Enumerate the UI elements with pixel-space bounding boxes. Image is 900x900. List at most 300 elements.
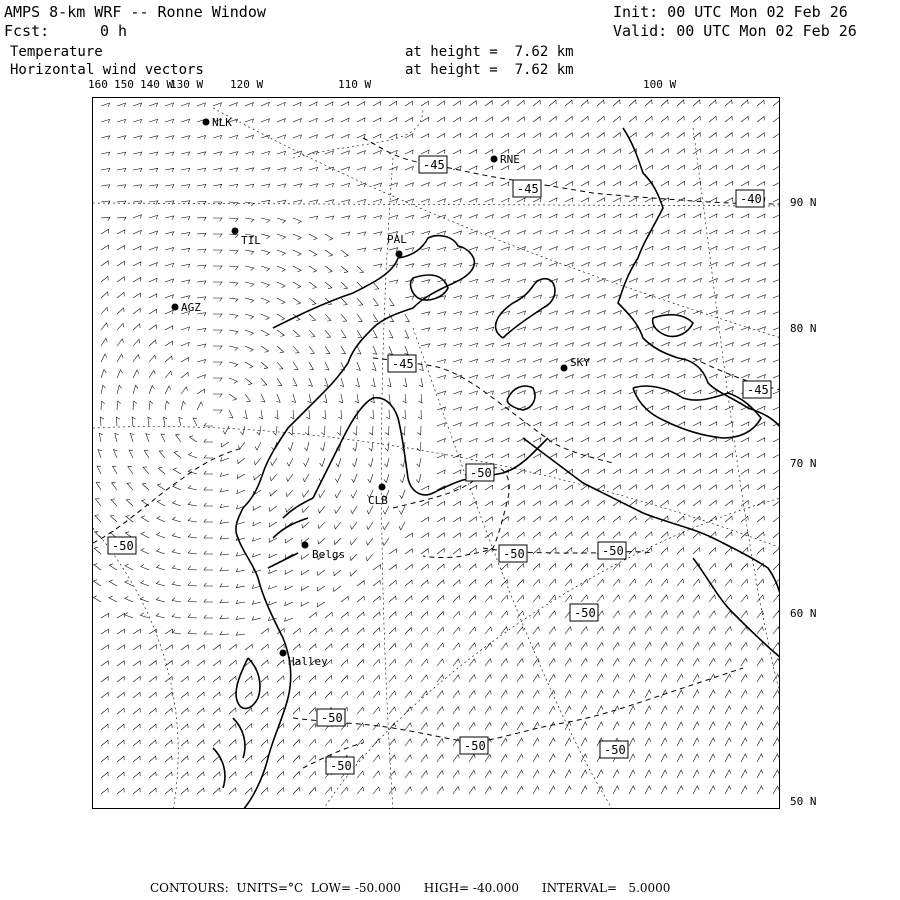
wind-barb	[173, 468, 181, 474]
wind-barb	[709, 343, 717, 347]
wind-barb	[322, 410, 325, 419]
wind-barb	[773, 133, 780, 138]
wind-barb	[165, 401, 169, 410]
wind-barb	[141, 581, 149, 586]
wind-barb	[725, 674, 731, 682]
wind-barb	[629, 116, 636, 122]
wind-barb	[341, 167, 350, 171]
wind-barb	[677, 770, 683, 778]
wind-barb	[101, 103, 110, 107]
wind-barb	[421, 264, 430, 268]
wind-barb	[469, 423, 477, 427]
wind-barb	[181, 372, 188, 378]
wind-barb	[95, 499, 101, 506]
wind-barb	[469, 182, 477, 186]
wind-barb	[661, 738, 667, 746]
wind-barb	[437, 263, 446, 267]
wind-barb	[213, 660, 220, 666]
wind-barb	[229, 168, 238, 172]
wind-barb	[109, 580, 117, 586]
wind-barb	[269, 570, 277, 574]
wind-barb	[188, 502, 197, 506]
wind-barb	[645, 438, 653, 443]
wind-barb	[172, 582, 181, 586]
wind-barb	[261, 394, 265, 402]
wind-barb	[245, 168, 254, 172]
wind-barb	[181, 342, 189, 346]
wind-barb	[157, 533, 165, 539]
wind-barb	[188, 550, 197, 554]
wind-barb	[469, 247, 478, 251]
wind-barb	[277, 119, 285, 123]
wind-barb	[741, 738, 747, 746]
wind-barb	[661, 181, 669, 186]
wind-barb	[709, 722, 715, 730]
graticule-50n	[323, 498, 780, 809]
wind-barb	[117, 788, 124, 794]
wind-barb	[469, 770, 475, 778]
wind-barb	[549, 230, 557, 234]
forecast-label: Fcst:	[4, 22, 50, 40]
wind-barb	[389, 298, 394, 305]
station-belgs	[302, 542, 346, 562]
wind-barb	[741, 611, 748, 618]
wind-barb	[741, 182, 749, 187]
wind-barb	[197, 103, 205, 107]
wind-barb	[565, 770, 571, 778]
wind-barb	[645, 311, 653, 315]
wind-barb	[725, 469, 733, 474]
wind-barb	[501, 391, 509, 395]
wind-barb	[421, 643, 428, 650]
wind-barb	[204, 471, 213, 474]
wind-barb	[101, 119, 110, 123]
wind-barb	[709, 327, 717, 331]
wind-barb	[469, 150, 477, 154]
wind-barb	[709, 770, 715, 778]
wind-barb	[293, 346, 299, 353]
wind-barb	[533, 564, 540, 570]
wind-barb	[309, 200, 318, 204]
wind-barb	[773, 390, 780, 394]
wind-barb	[309, 266, 317, 272]
wind-barb	[501, 754, 507, 762]
wind-barb	[133, 339, 140, 346]
station-sky	[561, 356, 591, 372]
wind-barb	[757, 343, 765, 347]
wind-barb	[453, 375, 462, 379]
wind-barb	[325, 787, 332, 794]
wind-barb	[220, 536, 229, 540]
wind-barb	[287, 474, 294, 481]
wind-barb	[645, 485, 652, 490]
wind-barb	[661, 642, 667, 650]
wind-barb	[293, 102, 301, 106]
wind-barb	[725, 359, 733, 363]
wind-barb	[237, 490, 245, 494]
wind-barb	[325, 330, 331, 337]
wind-barb	[597, 453, 605, 458]
wind-barb	[293, 644, 300, 650]
wind-barb	[110, 515, 117, 522]
wind-barb	[597, 501, 604, 507]
wind-barb	[165, 740, 172, 746]
wind-barb	[172, 517, 181, 522]
wind-barb	[453, 486, 461, 490]
wind-barb	[581, 674, 587, 682]
wind-barb	[757, 690, 763, 698]
wind-barb	[373, 628, 380, 634]
wind-barb	[741, 627, 748, 634]
wind-barb	[101, 217, 110, 221]
wind-barb	[277, 378, 282, 386]
wind-barb	[453, 517, 461, 522]
wind-barb	[533, 263, 541, 267]
wind-barb	[517, 532, 524, 538]
wind-barb	[677, 311, 685, 315]
map-panel	[92, 97, 780, 809]
wind-barb	[453, 533, 460, 538]
wind-barb	[222, 442, 230, 447]
wind-barb	[629, 674, 635, 682]
wind-barb	[757, 786, 763, 794]
wind-barb	[661, 311, 669, 315]
wind-barb	[501, 343, 510, 347]
wind-barb	[549, 738, 555, 746]
wind-barb	[325, 151, 333, 155]
wind-barb	[485, 438, 493, 442]
wind-barb	[181, 248, 190, 252]
station-pal	[387, 233, 407, 258]
wind-barb	[373, 596, 380, 602]
wind-barb	[677, 658, 683, 666]
wind-barb	[236, 568, 245, 572]
wind-barb	[293, 362, 298, 369]
wind-barb	[115, 433, 119, 442]
lon-label-120w: 120 W	[230, 78, 264, 91]
wind-barb	[677, 722, 683, 730]
wind-barb	[117, 661, 124, 666]
wind-barb	[133, 103, 142, 107]
wind-barb	[117, 261, 125, 266]
wind-barb	[421, 231, 430, 235]
wind-barb	[149, 119, 158, 123]
wind-barb	[581, 149, 589, 154]
wind-barb	[693, 770, 699, 778]
wind-barb	[325, 118, 333, 122]
wind-barb	[221, 458, 229, 462]
wind-barb	[133, 708, 140, 714]
wind-barb	[181, 676, 188, 682]
wind-barb	[302, 522, 309, 528]
wind-barb	[469, 517, 476, 522]
wind-barb	[220, 568, 229, 571]
wind-barb	[565, 375, 573, 379]
wind-barb	[597, 133, 604, 138]
wind-barb	[613, 579, 620, 586]
wind-barb	[581, 295, 589, 299]
wind-barb	[693, 642, 699, 650]
wind-barb	[453, 787, 459, 794]
wind-barb	[453, 328, 462, 332]
wind-barb	[725, 627, 732, 634]
wind-barb	[581, 262, 589, 266]
wind-barb	[629, 579, 636, 586]
wind-barb	[709, 100, 716, 106]
wind-barb	[293, 250, 301, 256]
wind-barb	[229, 266, 238, 270]
wind-barb	[517, 770, 523, 778]
wind-barb	[437, 627, 444, 634]
wind-barb	[549, 579, 556, 586]
wind-barb	[581, 469, 589, 474]
wind-barb	[725, 738, 731, 746]
wind-barb	[565, 327, 573, 331]
wind-barb	[159, 451, 165, 458]
wind-barb	[517, 247, 525, 251]
wind-barb	[261, 266, 270, 271]
wind-barb	[229, 330, 238, 334]
wind-barb	[181, 327, 190, 331]
wind-barb	[383, 506, 389, 514]
wind-barb	[709, 149, 716, 154]
wind-barb	[293, 676, 300, 682]
wind-barb	[533, 359, 541, 363]
wind-barb	[629, 722, 635, 730]
wind-barb	[213, 184, 222, 188]
wind-barb	[405, 787, 412, 794]
wind-barb	[469, 723, 475, 731]
wind-barb	[117, 119, 126, 123]
station-agz	[172, 301, 202, 314]
wind-barb	[301, 570, 309, 575]
wind-barb	[277, 676, 284, 682]
wind-barb	[197, 265, 206, 268]
wind-barb	[645, 149, 652, 154]
wind-barb	[677, 246, 685, 250]
lon-label-100w: 100 W	[643, 78, 677, 91]
svg-text:-45: -45	[392, 357, 414, 371]
wind-barb	[133, 385, 138, 394]
wind-barb	[389, 330, 393, 338]
wind-barb	[741, 595, 748, 602]
wind-barb	[149, 740, 156, 746]
wind-barb	[141, 564, 149, 570]
wind-barb	[453, 501, 461, 506]
wind-barb	[357, 346, 361, 354]
wind-barb	[645, 390, 653, 394]
wind-barb	[319, 490, 325, 498]
wind-barb	[677, 485, 684, 490]
wind-barb	[318, 506, 325, 513]
wind-barb	[693, 786, 699, 794]
wind-barb	[101, 385, 106, 394]
wind-barb	[149, 325, 156, 330]
wind-barb	[773, 263, 780, 267]
wind-barb	[517, 231, 525, 235]
wind-barb	[533, 627, 540, 634]
wind-barb	[287, 458, 293, 466]
wind-barb	[318, 522, 325, 529]
wind-barb	[181, 740, 188, 746]
wind-barb	[645, 453, 653, 458]
wind-barb	[101, 307, 108, 314]
wind-barb	[259, 410, 263, 419]
wind-barb	[709, 246, 717, 250]
wind-barb	[533, 579, 540, 586]
wind-barb	[229, 756, 236, 762]
wind-barb	[581, 100, 588, 106]
wind-barb	[741, 214, 749, 218]
wind-barb	[533, 198, 541, 202]
wind-barb	[677, 469, 685, 474]
wind-barb	[533, 327, 541, 331]
wind-barb	[275, 410, 279, 419]
wind-barb	[125, 580, 133, 586]
wind-barb	[773, 311, 780, 315]
wind-barb	[173, 501, 182, 506]
wind-barb	[645, 116, 652, 122]
wind-barb	[677, 165, 685, 170]
wind-barb	[453, 407, 461, 411]
wind-barb	[133, 355, 140, 362]
wind-barb	[565, 564, 572, 571]
wind-barb	[309, 346, 314, 353]
wind-barb	[149, 294, 157, 298]
wind-barb	[773, 279, 780, 283]
map-canvas	[93, 98, 780, 809]
wind-barb	[725, 214, 733, 218]
wind-barb	[677, 579, 684, 586]
wind-barb	[309, 184, 318, 188]
wind-barb	[485, 627, 492, 634]
wind-barb	[419, 394, 423, 403]
wind-barb	[645, 262, 653, 266]
wind-barb	[501, 532, 508, 538]
wind-barb	[172, 549, 181, 554]
wind-barb	[277, 234, 286, 239]
wind-barb	[645, 786, 651, 794]
wind-barb	[597, 214, 605, 218]
wind-barb	[533, 706, 539, 714]
wind-barb	[165, 676, 172, 682]
wind-barb	[158, 467, 165, 474]
wind-barb	[133, 277, 141, 282]
contour-minus50-bottom	[293, 668, 743, 743]
wind-barb	[149, 247, 157, 251]
wind-barb	[309, 330, 315, 337]
wind-barb	[277, 135, 286, 139]
wind-barb	[101, 661, 108, 666]
wind-barb	[421, 596, 428, 602]
lat-label-90n: 90 N	[790, 196, 817, 209]
wind-barb	[581, 133, 588, 138]
wind-barb	[693, 485, 700, 490]
wind-barb	[469, 117, 477, 122]
wind-barb	[549, 469, 557, 474]
wind-barb	[549, 117, 556, 123]
wind-barb	[437, 150, 445, 154]
wind-barb	[709, 133, 716, 138]
wind-barb	[325, 250, 333, 256]
wind-barb	[277, 102, 285, 106]
wind-barb	[709, 374, 717, 378]
svg-text:AGZ: AGZ	[181, 301, 201, 314]
wind-barb	[613, 311, 621, 315]
wind-barb	[693, 738, 699, 746]
wind-barb	[629, 327, 637, 331]
wind-barb	[597, 422, 605, 426]
wind-barb	[165, 295, 173, 299]
wind-barb	[288, 442, 293, 451]
wind-barb	[517, 611, 524, 618]
wind-barb	[229, 676, 236, 682]
wind-barb	[372, 378, 376, 387]
wind-barb	[245, 298, 254, 303]
wind-barb	[613, 722, 619, 730]
wind-barb	[773, 327, 780, 331]
wind-barb	[741, 754, 747, 762]
wind-barb	[309, 723, 316, 730]
wind-barb	[645, 358, 653, 362]
wind-barb	[386, 426, 390, 435]
wind-barb	[334, 570, 341, 576]
wind-barb	[197, 375, 205, 379]
wind-barb	[645, 738, 651, 746]
wind-barb	[469, 659, 476, 666]
wind-barb	[373, 644, 380, 650]
wind-barb	[565, 658, 571, 666]
wind-barb	[245, 644, 252, 650]
wind-barb	[357, 675, 364, 682]
wind-barb	[597, 198, 605, 202]
wind-barb	[709, 116, 716, 122]
wind-barb	[181, 152, 190, 156]
wind-barb	[101, 401, 105, 410]
wind-barb	[533, 133, 540, 138]
wind-barb	[549, 182, 557, 186]
wind-barb	[220, 520, 229, 524]
wind-barb	[677, 278, 685, 282]
wind-barb	[597, 230, 605, 234]
wind-barb	[549, 359, 557, 363]
wind-barb	[325, 346, 330, 354]
wind-barb	[133, 262, 141, 266]
wind-barb	[117, 168, 126, 172]
wind-barb	[517, 659, 523, 666]
wind-barb	[261, 218, 270, 223]
wind-barb	[549, 343, 557, 347]
wind-barb	[773, 501, 780, 506]
wind-barb	[725, 563, 732, 570]
wind-barb	[172, 598, 181, 602]
wind-barb	[117, 740, 124, 746]
wind-barb	[629, 627, 635, 634]
wind-barb	[501, 706, 507, 714]
wind-barb	[389, 346, 393, 354]
wind-barb	[290, 410, 294, 419]
wind-barb	[645, 722, 651, 730]
wind-barb	[236, 600, 245, 604]
wind-barb	[277, 346, 284, 353]
wind-barb	[469, 198, 477, 202]
wind-barb	[725, 643, 731, 651]
wind-barb	[229, 314, 238, 318]
wind-barb	[101, 201, 110, 205]
wind-barb	[277, 298, 285, 304]
wind-barb	[725, 786, 731, 794]
contour-minus50-left	[93, 448, 243, 543]
